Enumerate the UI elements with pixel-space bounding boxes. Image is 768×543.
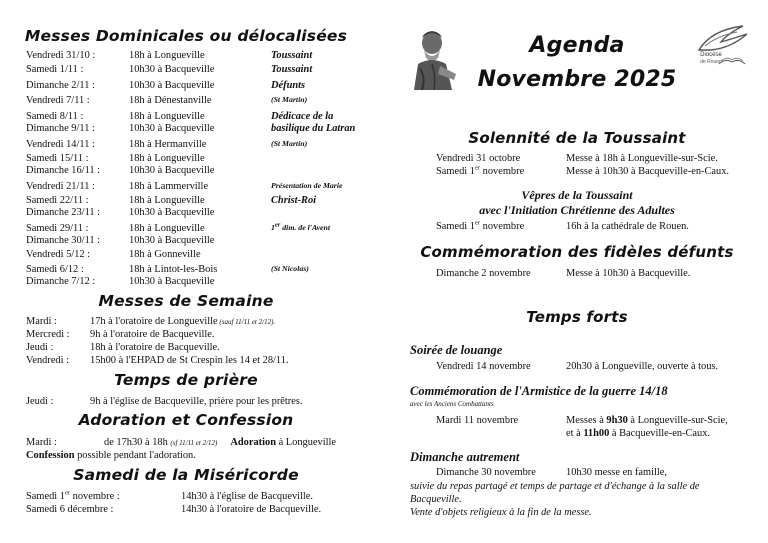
adoration-time: de 17h30 à 18h [104, 437, 168, 448]
sunday-mass-date: Vendredi 7/11 : [26, 95, 90, 106]
week-masses-title: Messes de Semaine [98, 292, 274, 310]
sunday-mass-time-place: 18h à Dénestanville [129, 95, 212, 106]
week-mass-text [90, 328, 215, 341]
sunday-mass-time-place: 10h30 à Bacqueville [129, 207, 215, 218]
mercy-text-2: 14h30 à l'oratoire de Bacqueville. [181, 504, 322, 515]
mercy-text-1: 14h30 à l'église de Bacqueville. [181, 491, 314, 502]
sunday-mass-note: Dédicace de la [271, 111, 334, 122]
sunday-mass-date: Vendredi 14/11 : [26, 139, 95, 150]
defunts-date: Dimanche 2 novembre [436, 268, 531, 279]
armistice-date: Mardi 11 novembre [436, 415, 519, 426]
dimanche-title: Dimanche autrement [410, 450, 520, 464]
sunday-mass-note: Christ-Roi [271, 195, 317, 206]
toussaint-date-2: Samedi 1er novembre [436, 164, 525, 177]
vepres-date: Samedi 1er novembre [436, 219, 525, 232]
sunday-mass-time-place: 18h à Longueville [129, 153, 205, 164]
armistice-line-2 [566, 427, 710, 440]
mercy-date-2: Samedi 6 décembre : [26, 504, 114, 515]
adoration-exception: (sf 11/11 et 2/12) [170, 439, 218, 447]
prayer-day: Jeudi : [26, 396, 54, 407]
sunday-mass-time-place: 18h à Lintot-les-Bois [129, 264, 218, 275]
sunday-mass-note: basilique du Latran [271, 123, 356, 134]
sunday-mass-note: Toussaint [271, 64, 313, 75]
sunday-mass-time-place: 10h30 à Bacqueville [129, 276, 215, 287]
sunday-mass-date: Vendredi 21/11 : [26, 181, 95, 192]
adoration-text [104, 436, 336, 449]
prayer-text: 9h à l'église de Bacqueville, prière pour les prêtres. [90, 396, 303, 407]
armistice-l1-time: 9h30 [606, 415, 628, 426]
prayer-title: Temps de prière [114, 371, 258, 389]
armistice-l1-c: à Longueville-sur-Scie, [627, 415, 728, 426]
sunday-mass-date: Dimanche 23/11 : [26, 207, 101, 218]
dimanche-text: 10h30 messe en famille, [566, 467, 667, 478]
dimanche-desc-3: Vente d'objets religieux à la fin de la messe. [410, 507, 592, 518]
sunday-mass-note: (St Martin) [271, 139, 308, 148]
sunday-mass-time-place: 18h à Lammerville [129, 181, 209, 192]
sunday-mass-date: Dimanche 16/11 : [26, 165, 101, 176]
sunday-mass-time-place: 18h à Gonneville [129, 249, 201, 260]
armistice-l2-time: 11h00 [583, 428, 610, 439]
week-mass-detail: 17h à l'oratoire de Longueville [90, 316, 218, 327]
sunday-mass-time-place: 10h30 à Bacqueville [129, 80, 215, 91]
armistice-title: Commémoration de l'Armistice de la guerre 14/18 [410, 384, 668, 398]
adoration-title: Adoration et Confession [78, 411, 294, 429]
sunday-mass-note: (St Martin) [271, 95, 308, 104]
sunday-mass-date: Dimanche 9/11 : [26, 123, 95, 134]
toussaint-title: Solennité de la Toussaint [468, 129, 686, 147]
confession-label: Confession [26, 450, 75, 461]
vepres-title-1: Vêpres de la Toussaint [521, 188, 633, 202]
sunday-mass-note: Défunts [271, 80, 306, 91]
sunday-mass-note: Présentation de Marie [271, 181, 343, 190]
sunday-mass-time-place: 18h à Hermanville [129, 139, 207, 150]
toussaint-date-1: Vendredi 31 octobre [436, 153, 521, 164]
diocese-logo [691, 24, 749, 74]
left-page [0, 0, 372, 543]
week-mass-text [90, 354, 289, 367]
week-mass-detail: 9h à l'oratoire de Bacqueville. [90, 329, 215, 340]
week-mass-text [90, 341, 220, 354]
defunts-text: Messe à 10h30 à Bacqueville. [566, 268, 691, 279]
louange-title: Soirée de louange [410, 343, 503, 357]
week-mass-day: Jeudi : [26, 342, 54, 353]
week-mass-detail: 18h à l'oratoire de Bacqueville. [90, 342, 220, 353]
toussaint-text-2: Messe à 10h30 à Bacqueville-en-Caux. [566, 166, 730, 177]
book-icon [717, 54, 747, 66]
louange-text: 20h30 à Longueville, ouverte à tous. [566, 361, 719, 372]
adoration-day: Mardi : [26, 437, 57, 448]
sunday-mass-date: Samedi 29/11 : [26, 223, 89, 234]
dimanche-date: Dimanche 30 novembre [436, 467, 536, 478]
sunday-mass-time-place: 18h à Longueville [129, 111, 205, 122]
week-mass-exception: (sauf 11/11 et 2/12). [219, 318, 276, 326]
louange-date: Vendredi 14 novembre [436, 361, 531, 372]
armistice-l2-a: et à [566, 428, 584, 439]
sunday-mass-date: Vendredi 5/12 : [26, 249, 91, 260]
sunday-mass-date: Samedi 1/11 : [26, 64, 84, 75]
temps-forts-title: Temps forts [526, 308, 628, 326]
sunday-mass-date: Samedi 22/11 : [26, 195, 89, 206]
sunday-mass-time-place: 18h à Longueville [129, 195, 205, 206]
sunday-mass-time-place: 10h30 à Bacqueville [129, 64, 215, 75]
dimanche-desc-2: Bacqueville. [410, 494, 462, 505]
dove-icon [691, 24, 749, 54]
week-mass-text [90, 315, 275, 328]
week-mass-day: Vendredi : [26, 355, 69, 366]
sunday-mass-date: Dimanche 2/11 : [26, 80, 95, 91]
week-mass-detail: 15h00 à l'EHPAD de St Crespin les 14 et 28/11. [90, 355, 289, 366]
sunday-masses-title: Messes Dominicales ou délocalisées [24, 27, 348, 45]
agenda-month: Novembre 2025 [477, 67, 677, 92]
sunday-mass-date: Dimanche 30/11 : [26, 235, 101, 246]
armistice-l2-c: à Bacqueville-en-Caux. [609, 428, 711, 439]
armistice-sub: avec les Anciens Combattants [410, 400, 494, 408]
vepres-title-2: avec l'Initiation Chrétienne des Adultes [479, 203, 675, 217]
armistice-line-1 [566, 414, 728, 427]
sunday-mass-time-place: 10h30 à Bacqueville [129, 123, 215, 134]
mercy-date-1: Samedi 1er novembre : [26, 489, 120, 502]
toussaint-text-1: Messe à 18h à Longueville-sur-Scie. [566, 153, 718, 164]
adoration-place: à Longueville [278, 437, 337, 448]
sunday-mass-note: 1er dim. de l'Avent [271, 221, 330, 232]
sunday-mass-date: Samedi 15/11 : [26, 153, 89, 164]
sunday-mass-date: Vendredi 31/10 : [26, 50, 96, 61]
agenda-title: Agenda [529, 33, 625, 58]
sunday-mass-time-place: 18h à Longueville [129, 50, 205, 61]
sunday-mass-time-place: 10h30 à Bacqueville [129, 235, 215, 246]
sunday-mass-date: Dimanche 7/12 : [26, 276, 96, 287]
confession-text: possible pendant l'adoration. [77, 450, 196, 461]
defunts-title: Commémoration des fidèles défunts [420, 243, 734, 261]
sunday-mass-note: Toussaint [271, 50, 313, 61]
vepres-text: 16h à la cathédrale de Rouen. [566, 221, 689, 232]
sunday-mass-date: Samedi 8/11 : [26, 111, 84, 122]
sunday-mass-note: (St Nicolas) [271, 264, 309, 273]
right-page [386, 0, 768, 543]
logo-text-1: Diocèse [700, 52, 722, 58]
confession-row [26, 449, 196, 462]
sunday-mass-time-place: 10h30 à Bacqueville [129, 165, 215, 176]
sunday-mass-date: Samedi 6/12 : [26, 264, 84, 275]
week-mass-day: Mercredi : [26, 329, 70, 340]
sunday-mass-time-place: 18h à Longueville [129, 223, 205, 234]
week-mass-day: Mardi : [26, 316, 57, 327]
logo-text-2: de Rouen [700, 59, 722, 65]
armistice-l1-a: Messes à [566, 415, 607, 426]
adoration-label: Adoration [230, 437, 276, 448]
mercy-title: Samedi de la Miséricorde [73, 466, 299, 484]
dimanche-desc-1: suivie du repas partagé et temps de partage et d'échange à la salle de [410, 481, 700, 492]
